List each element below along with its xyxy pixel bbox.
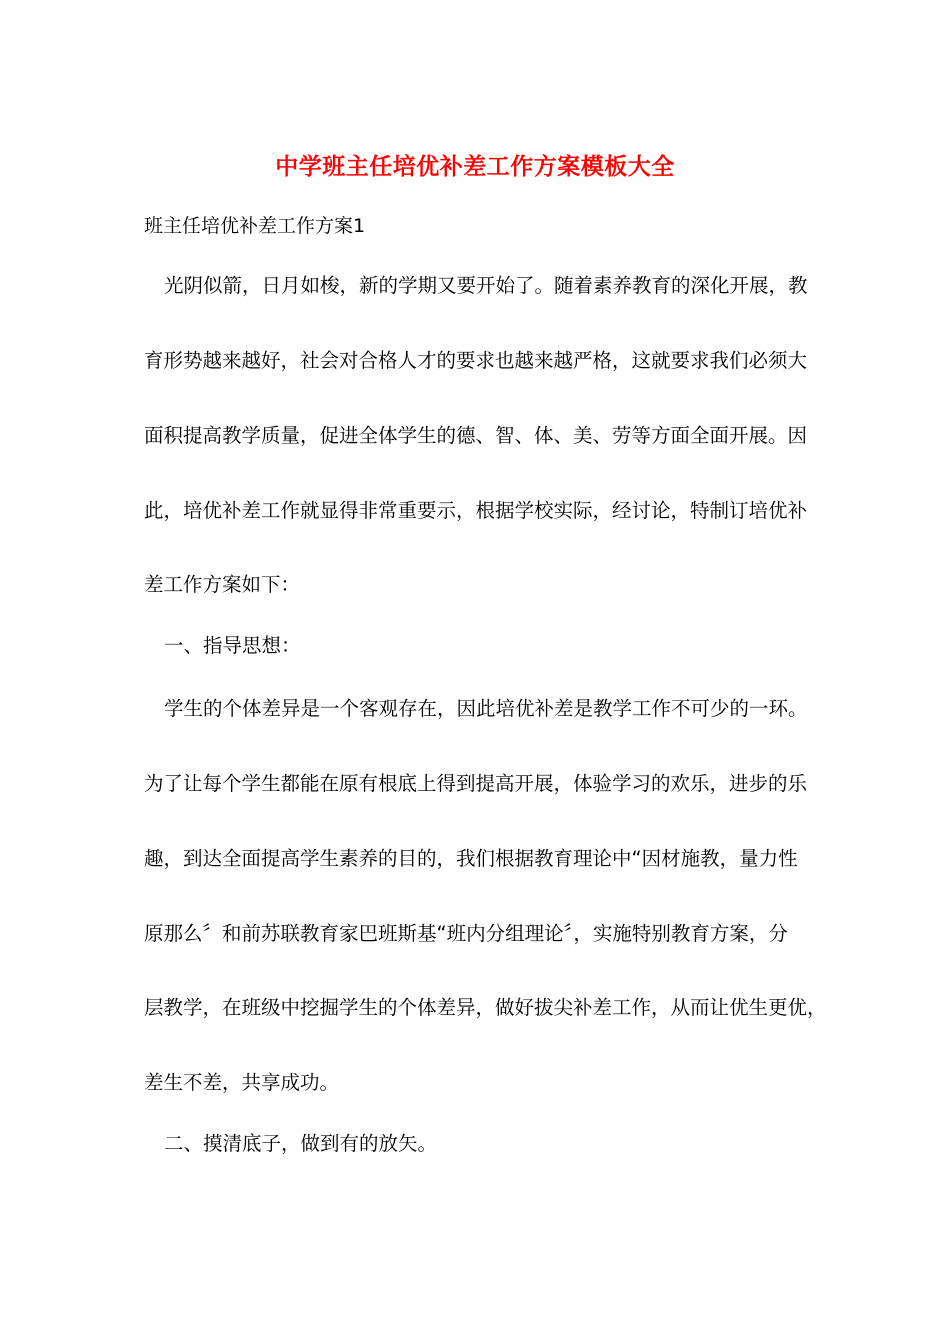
paragraph-line: 差工作方案如下：: [144, 573, 301, 596]
paragraph-line: 层教学，在班级中挖掘学生的个体差异，做好拔尖补差工作，从而让优生更优，: [144, 996, 827, 1019]
paragraph-line: 育形势越来越好，社会对合格人才的要求也越来越严格，这就要求我们必须大: [144, 349, 808, 372]
subheading-find-basis: 二、摸清底子，做到有的放矢。: [164, 1132, 438, 1155]
section-heading: 班主任培优补差工作方案1: [144, 215, 366, 237]
paragraph-line: 面积提高教学质量，促进全体学生的德、智、体、美、劳等方面全面开展。因: [144, 424, 808, 447]
paragraph-line: 光阴似箭，日月如梭，新的学期又要开始了。随着素养教育的深化开展，教: [164, 274, 808, 297]
paragraph-line: 差生不差，共享成功。: [144, 1071, 340, 1094]
paragraph-line: 此，培优补差工作就显得非常重要示，根据学校实际，经讨论，特制订培优补: [144, 499, 808, 522]
paragraph-line: 原那么〞和前苏联教育家巴班斯基“班内分组理论〞，实施特别教育方案，分: [144, 922, 788, 945]
subheading-guiding-thought: 一、指导思想：: [164, 634, 301, 657]
document-title: 中学班主任培优补差工作方案模板大全: [275, 153, 675, 180]
paragraph-line: 学生的个体差异是一个客观存在，因此培优补差是教学工作不可少的一环。: [164, 697, 808, 720]
paragraph-line: 趣，到达全面提高学生素养的目的，我们根据教育理论中“因材施教，量力性: [144, 847, 798, 870]
paragraph-line: 为了让每个学生都能在原有根底上得到提高开展，体验学习的欢乐，进步的乐: [144, 772, 808, 795]
